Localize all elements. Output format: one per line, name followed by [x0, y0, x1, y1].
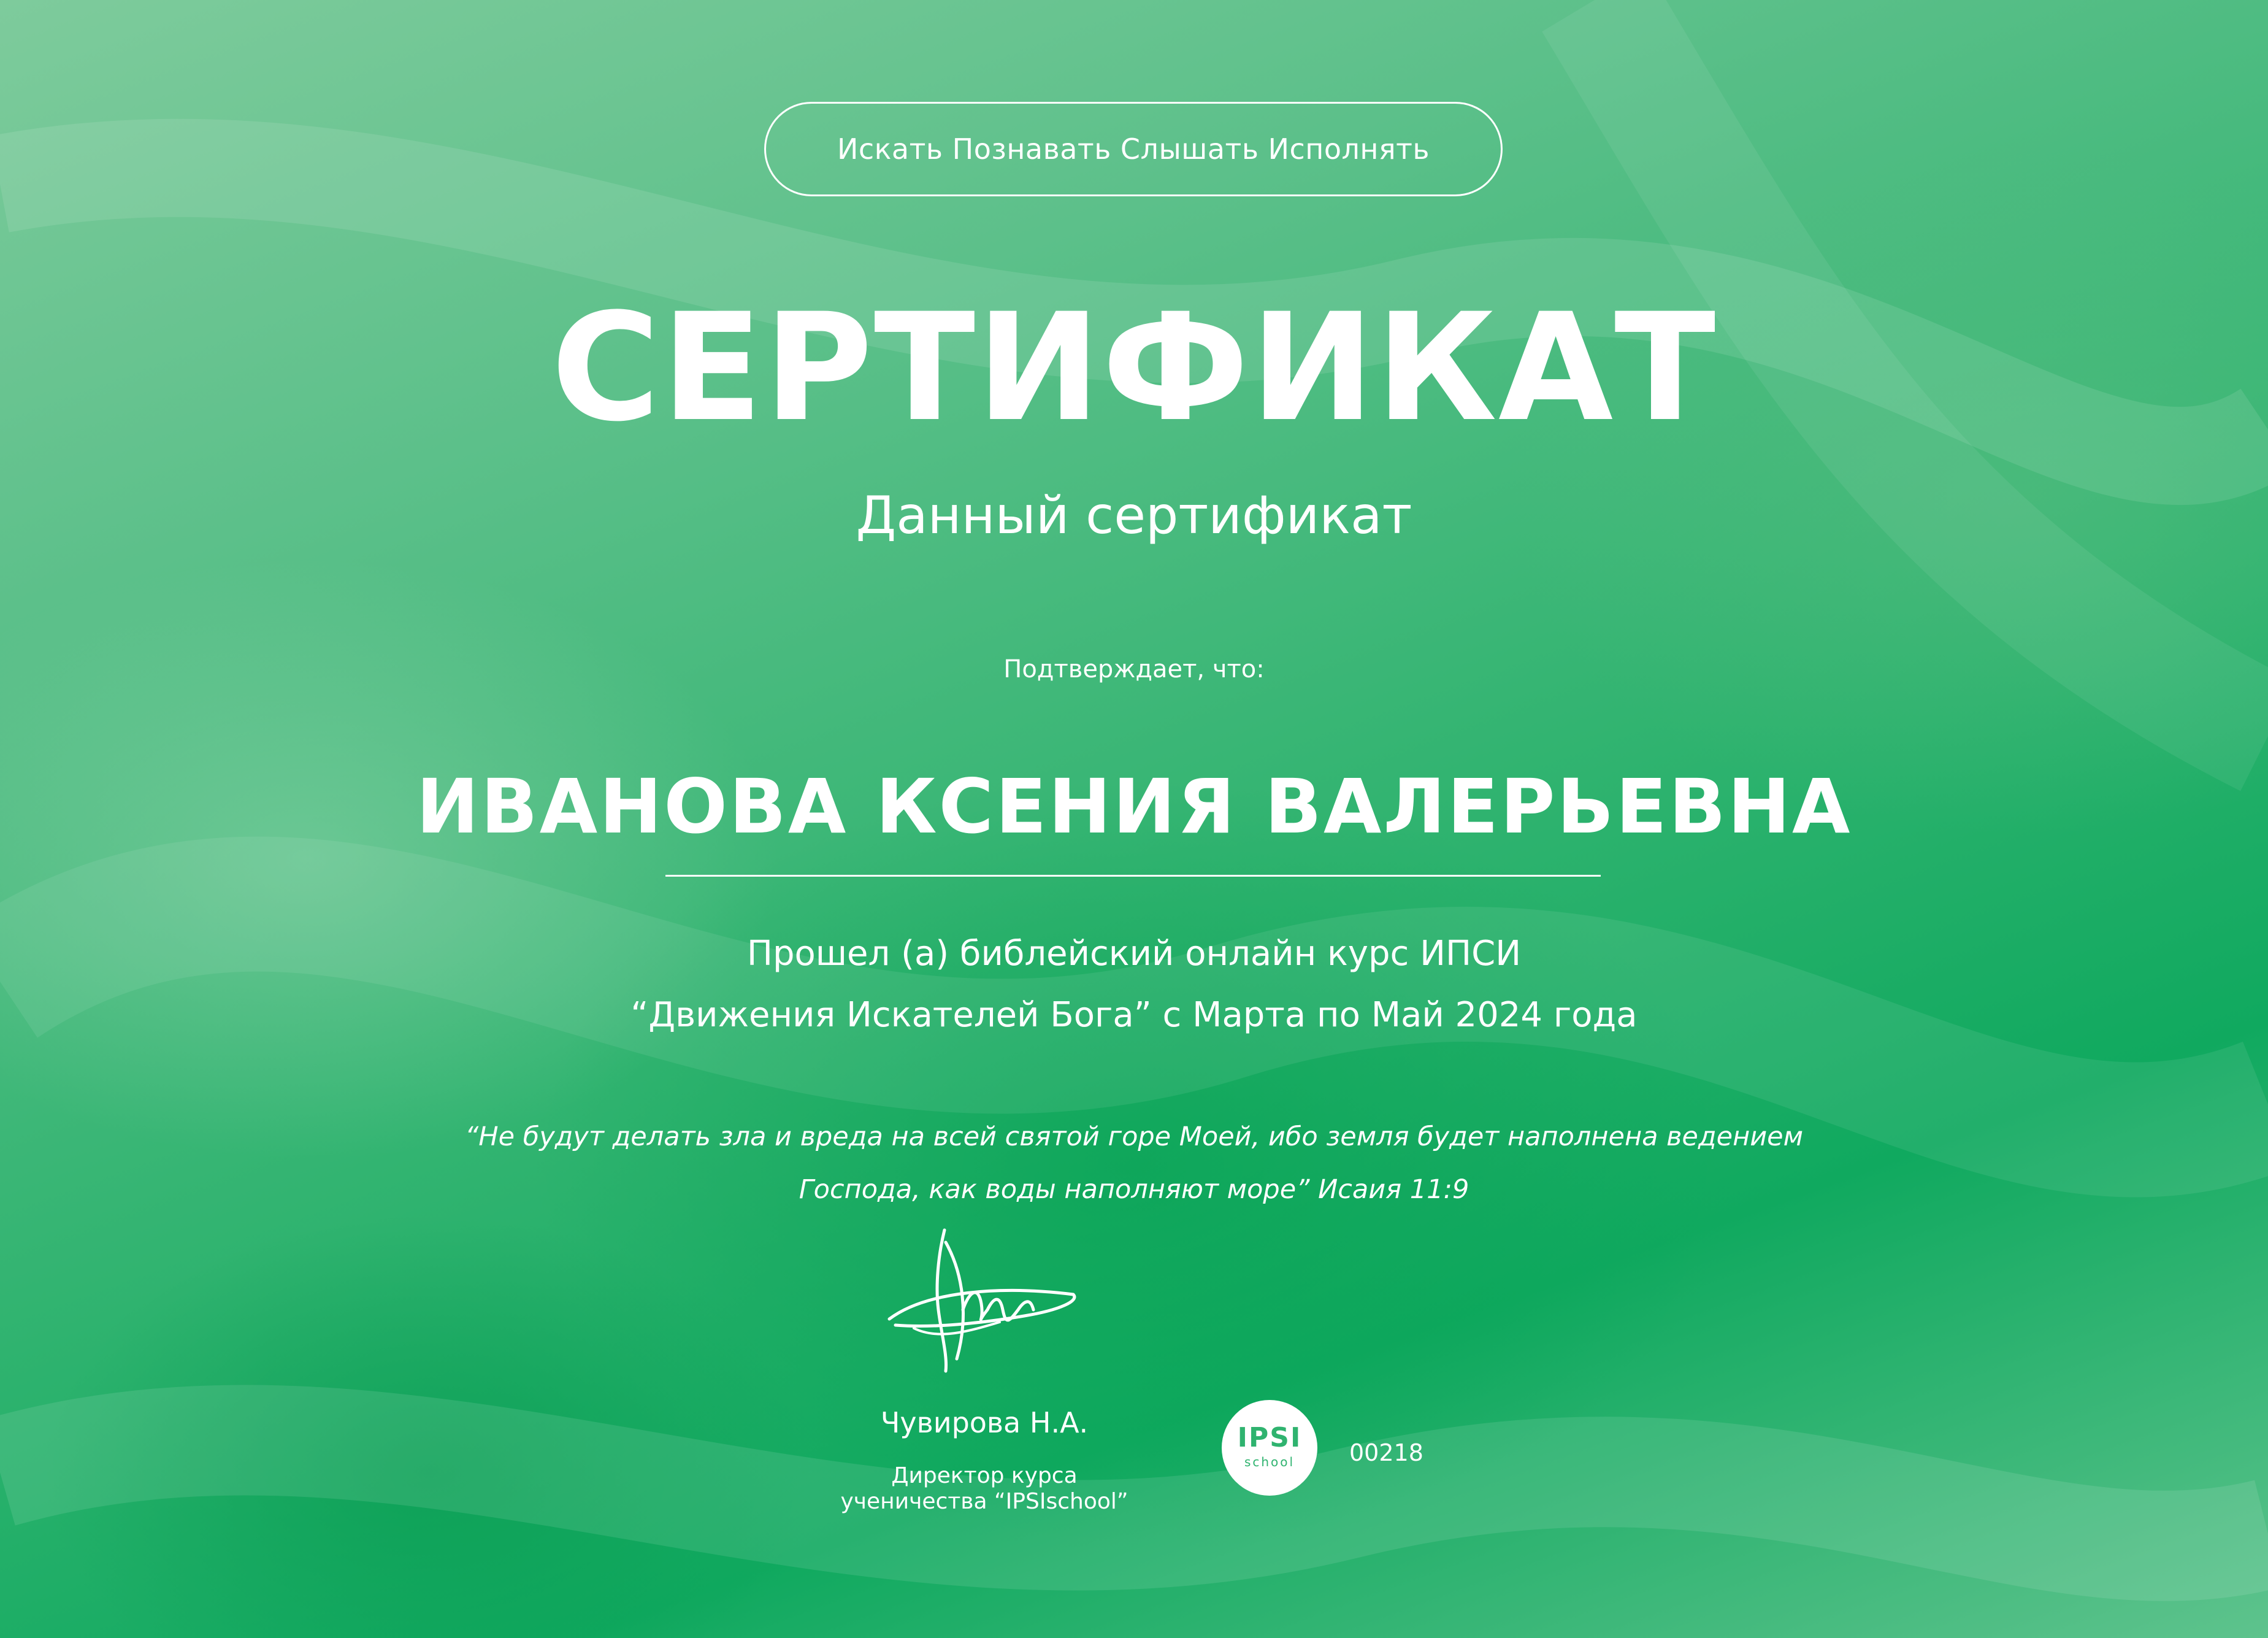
logo-subtext: school: [1244, 1455, 1295, 1469]
course-line-1: Прошел (а) библейский онлайн курс ИПСИ: [746, 934, 1522, 974]
confirms-text: Подтверждает, что:: [1003, 655, 1265, 683]
motto-text: Искать Познавать Слышать Исполнять: [837, 133, 1430, 166]
certificate-title: СЕРТИФИКАТ: [551, 282, 1717, 455]
certificate-subtitle: Данный сертификат: [856, 485, 1412, 545]
director-role-line-1: Директор курса: [891, 1463, 1078, 1488]
motto-badge: [764, 102, 1503, 196]
logo-text: IPSI: [1237, 1422, 1302, 1453]
director-name: Чувирова Н.А.: [880, 1406, 1089, 1439]
director-role: [797, 1463, 1171, 1515]
course-description: [0, 923, 2268, 1046]
scripture-quote: [0, 1110, 2268, 1216]
signature-icon: [877, 1218, 1092, 1377]
name-underline: [665, 875, 1601, 877]
director-role-line-2: ученичества “IPSIschool”: [840, 1489, 1128, 1514]
quote-line-1: “Не будут делать зла и вреда на всей святой горе Моей, ибо земля будет наполнена ведением: [464, 1121, 1804, 1152]
recipient-name: ИВАНОВА КСЕНИЯ ВАЛЕРЬЕВНА: [416, 763, 1852, 850]
quote-line-2: Господа, как воды наполняют море” Исаия 11:9: [799, 1174, 1469, 1205]
serial-number: 00218: [1349, 1439, 1423, 1466]
course-line-2: “Движения Искателей Бога” с Марта по Май 2024 года: [630, 995, 1638, 1035]
ipsi-school-logo-icon: [1220, 1399, 1319, 1497]
